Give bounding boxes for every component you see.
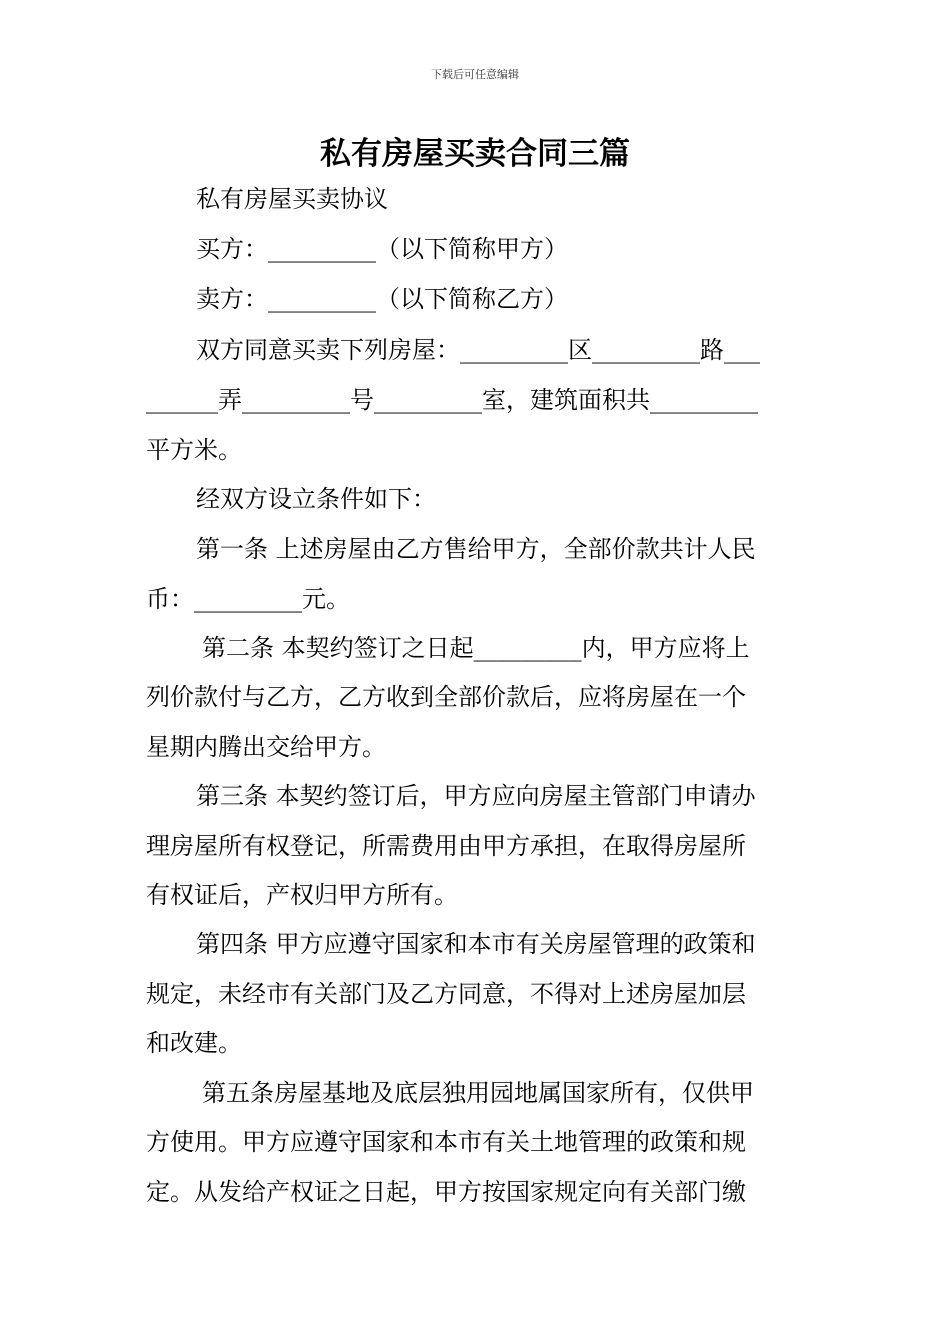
- property-line-3: 平方米。: [146, 436, 242, 464]
- article-4-line-3: 和改建。: [146, 1029, 242, 1057]
- document-title: 私有房屋买卖合同三篇: [320, 136, 630, 172]
- conditions-intro: 经双方设立条件如下：: [196, 485, 436, 513]
- property-line-2: ______弄_________号_________室，建筑面积共_________: [146, 386, 758, 414]
- article-5-line-1: 第五条房屋基地及底层独用园地属国家所有，仅供甲: [202, 1079, 754, 1107]
- buyer-line: 买方：_________（以下简称甲方）: [196, 235, 568, 263]
- article-4-line-2: 规定，未经市有关部门及乙方同意，不得对上述房屋加层: [146, 980, 746, 1008]
- article-3-line-2: 理房屋所有权登记，所需费用由甲方承担，在取得房屋所: [146, 832, 746, 860]
- seller-line: 卖方：_________（以下简称乙方）: [196, 285, 568, 313]
- article-1-line-1: 第一条 上述房屋由乙方售给甲方，全部价款共计人民: [196, 535, 756, 563]
- article-2-line-1: 第二条 本契约签订之日起_________内，甲方应将上: [202, 634, 750, 662]
- header-note: 下载后可任意编辑: [431, 68, 519, 81]
- property-line-1: 双方同意买卖下列房屋：_________区_________路___: [196, 336, 760, 364]
- article-3-line-1: 第三条 本契约签订后，甲方应向房屋主管部门申请办: [196, 782, 756, 810]
- article-5-line-2: 方使用。甲方应遵守国家和本市有关土地管理的政策和规: [146, 1128, 746, 1156]
- article-4-line-1: 第四条 甲方应遵守国家和本市有关房屋管理的政策和: [196, 930, 756, 958]
- article-5-line-3: 定。从发给产权证之日起，甲方按国家规定向有关部门缴: [146, 1178, 746, 1206]
- article-2-line-3: 星期内腾出交给甲方。: [146, 733, 386, 761]
- article-2-line-2: 列价款付与乙方，乙方收到全部价款后，应将房屋在一个: [146, 683, 746, 711]
- article-1-line-2: 币：_________元。: [146, 585, 350, 613]
- article-3-line-3: 有权证后，产权归甲方所有。: [146, 881, 458, 909]
- agreement-subtitle: 私有房屋买卖协议: [196, 185, 388, 213]
